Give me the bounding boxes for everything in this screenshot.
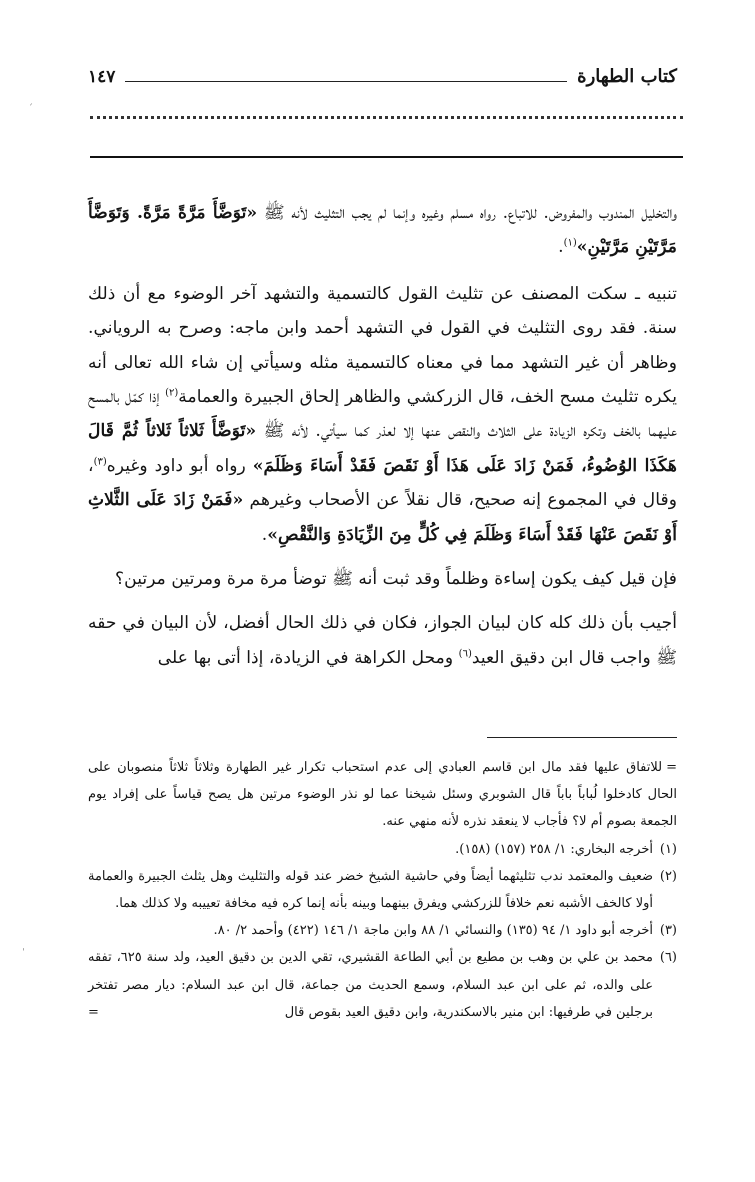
footnotes: [88, 754, 677, 1026]
footnote-1-number: (١): [659, 841, 677, 857]
footnote-6-number: (٦): [659, 950, 677, 966]
dotted-separator: [90, 116, 683, 119]
footnote-2-text: ضعيف والمعتمد ندب تثليثهما أيضاً وفي حاشية الشيخ خضر عند قوله والتثليث وهل يثلث الجبيرة والعمامة أولا كالخف الأشبه نعم خلافاً للزركشي ويفرق بينهما وبينه بأنه إنما كره فيه مخافة تعييبه ولا كذلك هما.: [88, 868, 653, 912]
main-text: [88, 196, 677, 675]
chapter-title: كتاب الطهارة: [577, 66, 677, 87]
paragraph-1-text: والتخليل المندوب والمفروض. للاتباع. رواه مسلم وغيره وإنما لم يجب التثليث لأنه ﷺ: [257, 203, 677, 223]
text-top-rule: [90, 156, 683, 158]
scan-margin-mark: ˈ: [22, 948, 25, 959]
footnote-2-number: (٢): [659, 868, 677, 884]
footnote-ref-2: (٢): [165, 387, 179, 399]
footnote-6-text: [88, 944, 653, 1026]
paragraph-2-text-c: رواه أبو داود وغيره: [106, 455, 253, 476]
paragraph-2-text-b: إذا كمّل بالمسح عليهما بالخف وتكره الزيادة على الثلاث والنقص عنها إلا لعذر كما سيأتي. لأنه ﷺ: [88, 387, 677, 442]
scan-margin-mark: ˊ: [28, 104, 33, 115]
footnote-ref-3: (٣): [93, 456, 107, 468]
paragraph-2: [88, 277, 677, 552]
paragraph-4-text: أجيب بأن ذلك كله كان لبيان الجواز، فكان في ذلك الحال أفضل، لأن البيان في حقه ﷺ واجب قال ابن دقيق العيد: [88, 613, 677, 668]
hadith-quote-1: «تَوَضَّأَ مَرَّةً مَرَّةً. وَتَوَضَّأَ مَرَّتَيْنِ مَرَّتَيْنِ»: [88, 203, 677, 258]
footnote-rule: [487, 737, 677, 738]
footnote-2: [88, 863, 677, 917]
paragraph-3: فإن قيل كيف يكون إساءة وظلماً وقد ثبت أنه ﷺ توضأ مرة مرة ومرتين مرتين؟: [115, 569, 677, 590]
paragraph-4-text-b: ومحل الكراهة في الزيادة، إذا أتى بها على: [157, 647, 459, 668]
page-number: ١٤٧: [88, 67, 116, 87]
paragraph-1: [88, 196, 677, 265]
paragraph-4: [88, 606, 677, 675]
continuation-mark: =: [666, 760, 677, 775]
header-rule: [125, 81, 567, 82]
footnote-1: [88, 836, 677, 863]
paragraph-2-text-d: ، وقال في المجموع إنه صحيح، قال نقلاً عن الأصحاب وغيرهم: [88, 455, 677, 511]
footnote-ref-1: (١): [563, 237, 577, 249]
footnote-continuation: [88, 754, 677, 836]
paragraph-1-end: .: [558, 237, 564, 258]
footnote-6: [88, 944, 677, 1026]
hadith-quote-2: «تَوَضَّأَ ثَلاثاً ثَلاثاً ثُمَّ قَالَ هَكَذَا الوُضُوءُ، فَمَنْ زَادَ عَلَى هَذَا أَوْ نَقَصَ فَقَدْ أَسَاءَ وَظَلَمَ»: [88, 421, 677, 476]
footnote-ref-6: (٦): [458, 648, 472, 660]
running-header: [88, 62, 677, 90]
footnote-6-continues-mark: =: [88, 1004, 99, 1020]
paragraph-2-text: تنبيه ـ سكت المصنف عن تثليث القول كالتسمية والتشهد آخر الوضوء مع أن ذلك سنة. فقد روى التثليث في القول في التشهد أحمد وابن ماجه: وصرح به الروياني. وظاهر أن غير التشهد مما في معناه كالتسمية مثله وسيأتي إن شاء الله تعالى أنه يكره تثليث مسح الخف، قال الزركشي والظاهر إلحاق الجبيرة والعمامة: [88, 283, 678, 408]
footnote-1-text: أخرجه البخاري: ١/ ٢٥٨ (١٥٧) (١٥٨).: [455, 841, 653, 857]
footnote-continuation-text: للاتفاق عليها فقد مال ابن قاسم العبادي إلى عدم استحباب تكرار غير الطهارة وثلاثاً ثلاثاً منصوبان على الحال كادخلوا لُباباً باباً قال الشوبري وسئل شيخنا عما لو نذر الوضوء مرتين هل يصح قياساً على إفراد يوم الجمعة بصوم أم لا؟ فأجاب لا ينعقد نذره لأنه منهي عنه.: [88, 760, 677, 830]
footnote-3-text: أخرجه أبو داود ١/ ٩٤ (١٣٥) والنسائي ١/ ٨٨ وابن ماجة ١/ ١٤٦ (٤٢٢) وأحمد ٢/ ٨٠.: [213, 923, 653, 939]
footnote-3: [88, 917, 677, 944]
footnote-3-number: (٣): [659, 923, 677, 939]
footnote-6-body: محمد بن علي بن وهب بن مطيع بن أبي الطاعة القشيري، تقي الدين بن دقيق العيد، ولد سنة ٦٢٥، تفقه على والده، ثم على ابن عبد السلام، وسمع الحديث من جماعة، قال ابن عبد السلام: ديار مصر تفتخر برجلين في طرفيها: ابن منير بالاسكندرية، وابن دقيق العيد بقوص قال: [88, 950, 653, 1020]
hadith-quote-3: «فَمَنْ زَادَ عَلَى الثَّلاثِ أَوْ نَقَصَ عَنْهَا فَقَدْ أَسَاءَ وَظَلَمَ فِي كُلٍّ مِنَ الزِّيَادَةِ وَالنَّقْصِ»: [88, 490, 677, 545]
paragraph-2-end: .: [261, 524, 268, 545]
